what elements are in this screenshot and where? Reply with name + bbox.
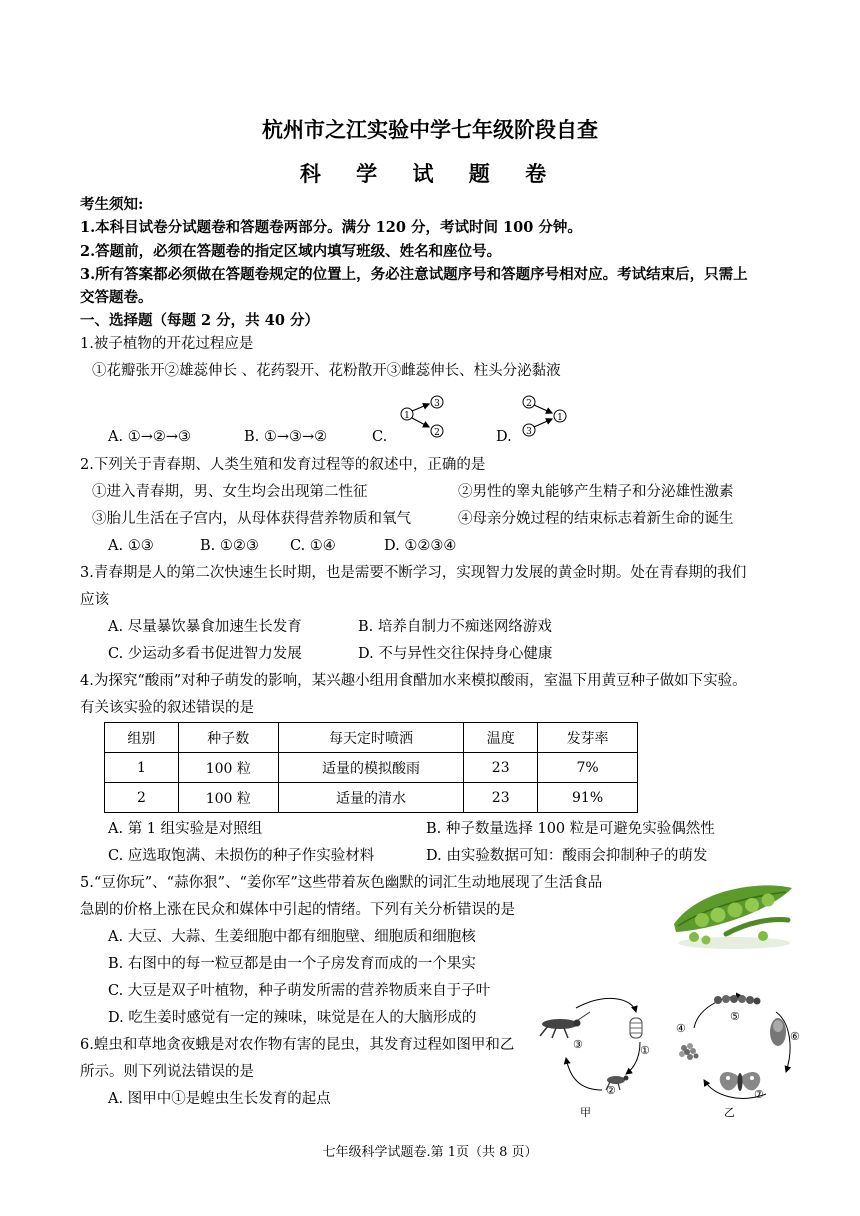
page-footer: 七年级科学试题卷.第 1页（共 8 页） bbox=[322, 1145, 538, 1160]
figure-jia-label: 甲 bbox=[580, 1106, 591, 1119]
notice-heading: 考生须知: bbox=[80, 196, 144, 213]
eggs-icon bbox=[679, 1043, 699, 1060]
q2-option-b: B. ①②③ bbox=[200, 538, 259, 554]
q5-option-a: A. 大豆、大蒜、生姜细胞中都有细胞壁、细胞质和细胞核 bbox=[108, 929, 476, 945]
notice-item-1: 1.本科目试卷分试题卷和答题卷两部分。满分 120 分，考试时间 100 分钟。 bbox=[80, 219, 582, 236]
q3-stem: 3.青春期是人的第二次快速生长时期，也是需要不断学习，实现智力发展的黄金时期。处在青春期的我们 bbox=[80, 565, 747, 581]
notice-item-3: 3.所有答案都必须做在答题卷规定的位置上，务必注意试题序号和答题序号相对应。考试结束后，只需上 bbox=[80, 266, 748, 283]
q5-stem: 5.“豆你玩”、“蒜你狠”、“姜你军”这些带着灰色幽默的词汇生动地展现了生活食品 bbox=[80, 875, 603, 891]
yi-num-6: ⑥ bbox=[790, 1030, 800, 1043]
q5-option-b: B. 右图中的每一粒豆都是由一个子房发育而成的一个果实 bbox=[108, 956, 476, 972]
pupa-icon bbox=[770, 1018, 786, 1046]
table-cell: 1 bbox=[105, 753, 179, 783]
q3-option-b: B. 培养自制力不痴迷网络游戏 bbox=[358, 619, 552, 635]
notice-item-3-cont: 交答题卷。 bbox=[80, 289, 153, 306]
c-node-1: 1 bbox=[404, 411, 410, 421]
q5-option-d: D. 吃生姜时感觉有一定的辣味，味觉是在人的大脑形成的 bbox=[108, 1010, 477, 1026]
q2-statement-3: ③胎儿生活在子宫内，从母体获得营养物质和氧气 bbox=[92, 511, 411, 527]
table-header-row bbox=[105, 723, 638, 753]
table-cell: 适量的模拟酸雨 bbox=[278, 753, 464, 783]
d-node-3: 3 bbox=[526, 427, 532, 437]
egg-mass-icon bbox=[630, 1018, 642, 1038]
q3-option-d: D. 不与异性交往保持身心健康 bbox=[358, 646, 553, 662]
q4-option-d: D. 由实验数据可知：酸雨会抑制种子的萌发 bbox=[426, 848, 708, 864]
table-cell: 100 粒 bbox=[178, 753, 278, 783]
q3-stem-cont: 应该 bbox=[80, 592, 109, 608]
q6-stem-cont: 所示。则下列说法错误的是 bbox=[80, 1064, 254, 1080]
q1-option-c: C. bbox=[372, 429, 388, 445]
q4-stem-cont: 有关该实验的叙述错误的是 bbox=[80, 700, 254, 716]
figure-jia-grasshopper-cycle bbox=[536, 992, 666, 1120]
q3-option-a: A. 尽量暴饮暴食加速生长发育 bbox=[108, 619, 302, 635]
d-node-2: 1 bbox=[557, 413, 563, 423]
header-temperature: 温度 bbox=[464, 723, 538, 753]
table-cell: 2 bbox=[105, 783, 179, 813]
figure-yi-moth-cycle bbox=[670, 986, 812, 1120]
q1-option-b: B. ①→③→② bbox=[244, 429, 328, 445]
q2-statement-2: ②男性的睾丸能够产生精子和分泌雄性激素 bbox=[458, 484, 734, 500]
paper-title: 科 学 试 题 卷 bbox=[299, 161, 561, 186]
q2-statement-1: ①进入青春期，男、女生均会出现第二性征 bbox=[92, 484, 368, 500]
table-cell: 23 bbox=[464, 783, 538, 813]
q1-stem: 1.被子植物的开花过程应是 bbox=[80, 336, 254, 352]
table-cell: 适量的清水 bbox=[278, 783, 464, 813]
q2-statement-4: ④母亲分娩过程的结束标志着新生命的诞生 bbox=[458, 511, 734, 527]
table-cell: 7% bbox=[538, 753, 638, 783]
school-title: 杭州市之江实验中学七年级阶段自查 bbox=[262, 117, 598, 142]
q2-option-c: C. ①④ bbox=[290, 538, 336, 554]
c-node-2: 3 bbox=[434, 399, 440, 409]
header-germination: 发芽率 bbox=[538, 723, 638, 753]
jia-num-1: ① bbox=[640, 1044, 650, 1057]
q1-option-c-diagram bbox=[396, 392, 456, 442]
yi-num-4: ④ bbox=[676, 1022, 686, 1035]
q1-option-d-diagram bbox=[520, 392, 580, 442]
header-seeds: 种子数 bbox=[178, 723, 278, 753]
yi-num-7: ⑦ bbox=[754, 1088, 764, 1101]
jia-num-3: ③ bbox=[573, 1038, 583, 1051]
table-row bbox=[105, 753, 638, 783]
q2-option-a: A. ①③ bbox=[108, 538, 154, 554]
table-cell: 23 bbox=[464, 753, 538, 783]
q4-stem: 4.为探究“酸雨”对种子萌发的影响，某兴趣小组用食醋加水来模拟酸雨，室温下用黄豆种子做如下实验。 bbox=[80, 673, 747, 689]
q6-stem: 6.蝗虫和草地贪夜蛾是对农作物有害的昆虫，其发育过程如图甲和乙 bbox=[80, 1037, 515, 1053]
table-row bbox=[105, 783, 638, 813]
q5-option-c: C. 大豆是双子叶植物，种子萌发所需的营养物质来自于子叶 bbox=[108, 983, 491, 999]
c-node-3: 2 bbox=[434, 428, 440, 438]
figure-yi-label: 乙 bbox=[724, 1106, 735, 1119]
yi-num-5: ⑤ bbox=[730, 1010, 740, 1023]
table-cell: 91% bbox=[538, 783, 638, 813]
q2-stem: 2.下列关于青春期、人类生殖和发育过程等的叙述中，正确的是 bbox=[80, 457, 486, 473]
q5-stem-cont: 急剧的价格上涨在民众和媒体中引起的情绪。下列有关分析错误的是 bbox=[80, 902, 515, 918]
q1-option-d: D. bbox=[496, 429, 512, 445]
q1-statement: ①花瓣张开②雄蕊伸长 、花药裂开、花粉散开③雌蕊伸长、柱头分泌黏液 bbox=[92, 363, 561, 379]
q1-option-a: A. ①→②→③ bbox=[108, 429, 191, 445]
q4-option-a: A. 第 1 组实验是对照组 bbox=[108, 821, 263, 837]
q6-option-a: A. 图甲中①是蝗虫生长发育的起点 bbox=[108, 1091, 331, 1107]
pea-pod-image bbox=[668, 870, 798, 952]
experiment-table bbox=[104, 722, 638, 813]
q4-option-c: C. 应选取饱满、未损伤的种子作实验材料 bbox=[108, 848, 375, 864]
d-node-1: 2 bbox=[526, 399, 532, 409]
grasshopper-adult-icon bbox=[540, 1012, 590, 1038]
q3-option-c: C. 少运动多看书促进智力发展 bbox=[108, 646, 302, 662]
q2-option-d: D. ①②③④ bbox=[384, 538, 457, 554]
section-heading: 一、选择题（每题 2 分，共 40 分） bbox=[80, 312, 319, 329]
table-cell: 100 粒 bbox=[178, 783, 278, 813]
notice-item-2: 2.答题前，必须在答题卷的指定区域内填写班级、姓名和座位号。 bbox=[80, 243, 502, 260]
jia-num-2: ② bbox=[606, 1084, 616, 1097]
header-spray: 每天定时喷洒 bbox=[278, 723, 464, 753]
q4-option-b: B. 种子数量选择 100 粒是可避免实验偶然性 bbox=[426, 821, 715, 837]
header-group: 组别 bbox=[105, 723, 179, 753]
